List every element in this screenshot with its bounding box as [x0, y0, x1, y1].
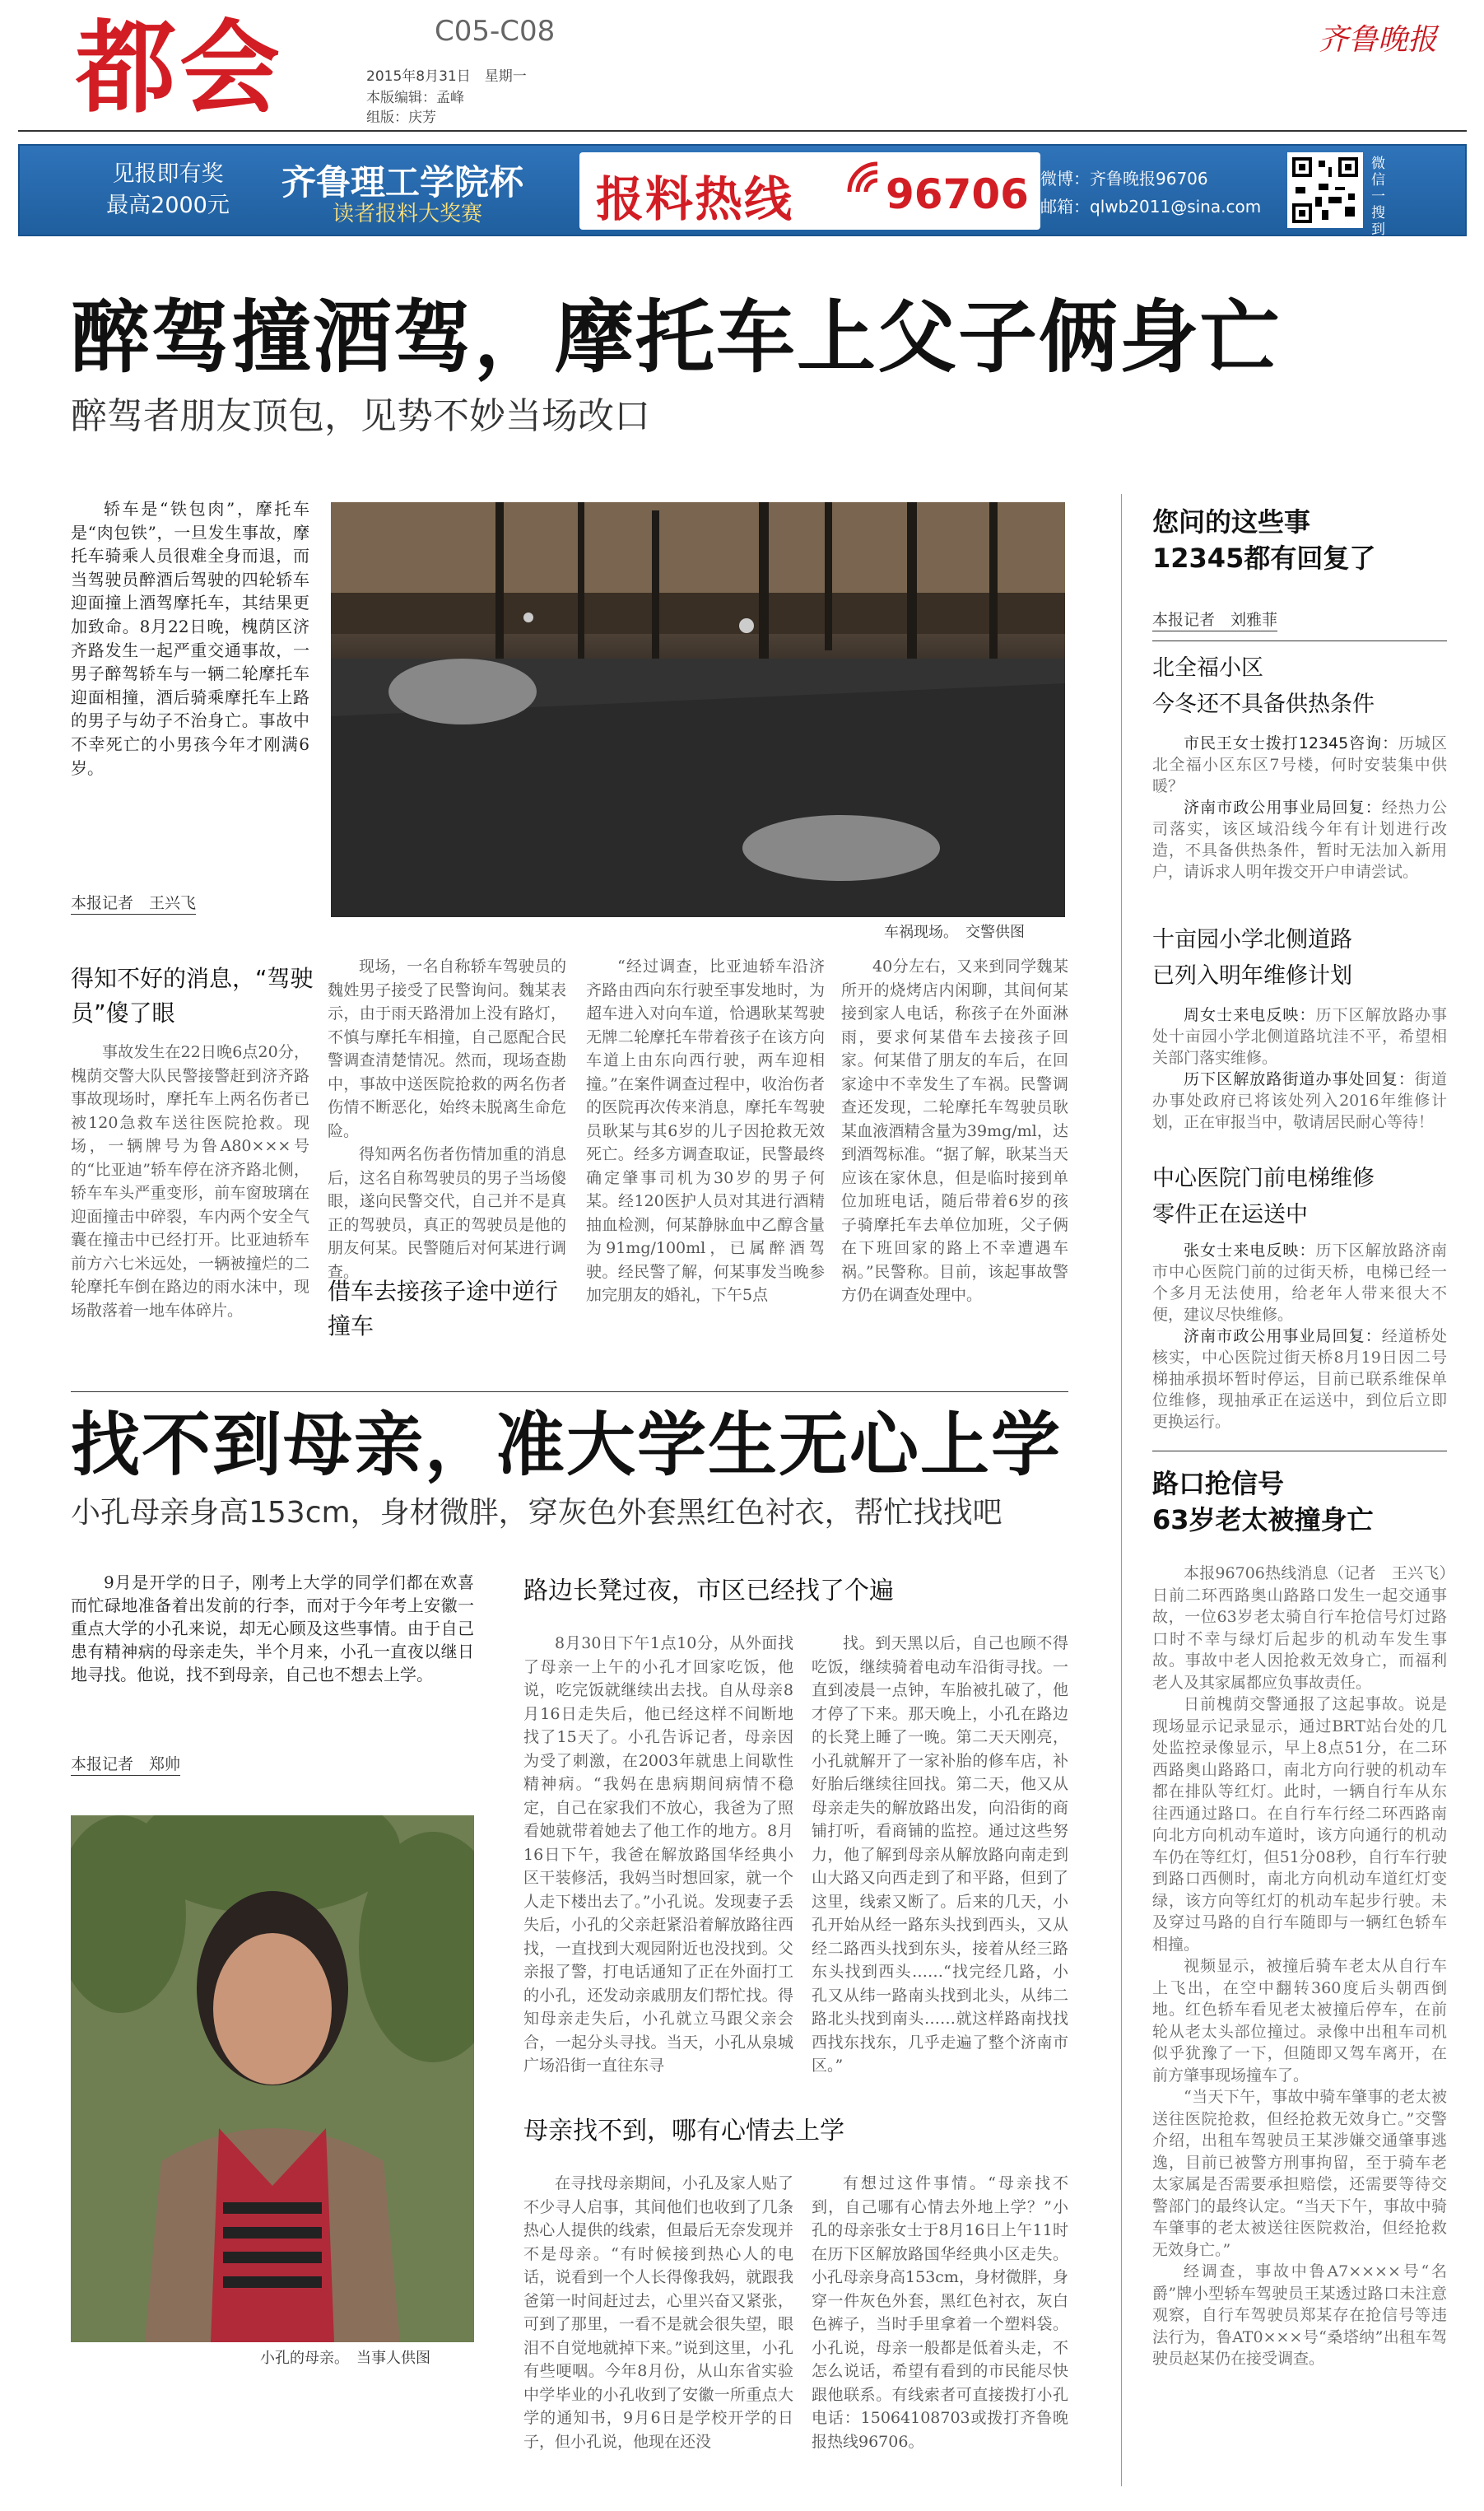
right-item-1-answer-label: 济南市政公用事业局回复：	[1184, 799, 1382, 817]
story1-lead: 轿车是“铁包肉”，摩托车是“肉包铁”，一旦发生事故，摩托车骑乘人员很难全身而退，而当驾驶员醉酒后驾驶的四轮轿车迎面撞上酒驾摩托车，其结果更加致命。8月22日晚，槐荫区济齐路发生一起严重交通事故，一男子醉驾轿车与一辆二轮摩托车迎面相撞，酒后骑乘摩托车上路的男子与幼子不治身亡。事故中不幸死亡的小男孩今年才刚满6岁。	[71, 499, 309, 778]
right-item-1-title	[1152, 650, 1375, 723]
story2-subhead-1: 路边长凳过夜，市区已经找了个遍	[523, 1577, 894, 1605]
right-column-title	[1152, 504, 1449, 576]
right-story-paragraph: 本报96706热线消息（记者 王兴飞） 日前二环西路奥山路路口发生一起交通事故，一位63岁老太骑自行车抢信号灯过路口时不幸与绿灯后起步的机动车发生事故。事故中老人因抢救无效身亡，而福利老人及其家属都应负事故责任。	[1152, 1564, 1463, 1692]
story1-subhead-2: 借车去接孩子途中逆行撞车	[328, 1278, 559, 1339]
right-story-paragraph: 视频显示，被撞后骑车老太从自行车上飞出，在空中翻转360度后头朝西倒地。红色轿车看见老太被撞后停车，在前轮从老太头部位撞过。录像中出租车司机似乎犹豫了一下，但随即又驾车离开，在前方肇事现场撞车了。	[1152, 1957, 1447, 2085]
qr-label: 微信一搜到	[1371, 156, 1385, 238]
hotline-box	[579, 152, 1040, 230]
right-story-paragraph: “当天下午，事故中骑车肇事的老太被送往医院抢救，但经抢救无效身亡。”交警介绍，出租车驾驶员王某涉嫌交通肇事逃逸，目前已被警方刑事拘留，至于骑车老太家属是否需要承担赔偿，还需要等待交警部门的最终认定。“当天下午，事故中骑车肇事的老太被送往医院救治，但经抢救无效身亡。”	[1152, 2088, 1447, 2259]
right-item-3-title	[1152, 1161, 1375, 1233]
story1-col-1: 事故发生在22日晚6点20分，槐荫交警大队民警接警赶到济齐路事故现场时，摩托车上两名伤者已被120急救车送往医院抢救。现场，一辆牌号为鲁A80×××号的“比亚迪”轿车停在济齐路北侧，轿车车头严重变形，前车窗玻璃在迎面撞击中碎裂，车内两个安全气囊在撞击中已经打开。比亚迪轿车前方六七米远处，一辆被撞烂的二轮摩托车倒在路边的雨水沫中，现场散落着一地车体碎片。	[71, 1043, 309, 1320]
right-title-line-2: 12345都有回复了	[1152, 543, 1376, 574]
story-divider	[71, 1391, 1068, 1392]
right-item-1-question: 历城区北全福小区东区7号楼，何时安装集中供暖？	[1152, 734, 1447, 795]
story2-lead: 9月是开学的日子，刚考上大学的同学们都在欢喜而忙碌地准备着出发前的行李，而对于今年考上安徽一重点大学的小孔来说，却无心顾及这些事情。由于自己患有精神病的母亲走失，半个月来，小孔一直夜以继日地寻找。他说，找不到母亲，自己也不想去上学。	[71, 1572, 474, 1684]
cup-subtitle: 读者报料大奖赛	[333, 202, 483, 226]
page-range: C05-C08	[435, 15, 556, 48]
right-item-2-question: 历下区解放路办事处十亩园小学北侧道路坑洼不平，希望相关部门落实维修。	[1152, 1006, 1447, 1067]
right-item-1-title-line-2: 今冬还不具备供热条件	[1152, 692, 1375, 717]
hotline-banner	[18, 144, 1467, 236]
story2-headline: 找不到母亲，准大学生无心上学	[71, 1405, 1063, 1485]
story2-col-2: 找。到天黑以后，自己也顾不得吃饭，继续骑着电动车沿街寻找。一直到凌晨一点钟，车胎被扎破了，他才停了下来。那天晚上，小孔在路边的长凳上睡了一晚。第二天天刚亮，小孔就解开了一家补胎的修车店，补好胎后继续往回找。第二天，他又从母亲走失的解放路出发，向沿街的商铺打听，看商铺的监控。通过这些努力，他了解到母亲从解放路向南走到山大路又向西走到了和平路，但到了这里，线索又断了。后来的几天，小孔开始从经一路东头找到西头，又从经二路西头找到东头，接着从经三路东头找到西头……“找完经几路，小孔又从纬一路南头找到北头，从纬二路北头找到南头……就这样路南找找西找东找东，几乎走遍了整个济南市区。”	[812, 1634, 1068, 2075]
story2-col-3: 在寻找母亲期间，小孔及家人贴了不少寻人启事，其间他们也收到了几条热心人提供的线索，但最后无奈发现并不是母亲。“有时候接到热心人的电话，说看到一个人长得像我妈，就跟我爸第一时间赶过去，心里兴奋又紧张，可到了那里，一看不是就会很失望，眼泪不自觉地就掉下来。”说到这里，小孔有些哽咽。今年8月份，从山东省实验中学毕业的小孔收到了安徽一所重点大学的通知书，9月6日是学校开学的日子，但小孔说，他现在还没	[523, 2174, 793, 2451]
right-column-divider	[1121, 494, 1122, 2486]
right-item-2-question-label: 周女士来电反映：	[1184, 1006, 1316, 1024]
email-info: 邮箱：qlwb2011@sina.com	[1040, 197, 1262, 217]
right-item-3-body	[1152, 1240, 1447, 1433]
story2-subhead-2: 母亲找不到，哪有心情去上学	[523, 2117, 844, 2145]
right-item-1-answer: 经热力公司落实，该区域沿线今年有计划进行改造，不具备供热条件，暂时无法加入新用户，请诉求人明年拨交开户申请尝试。	[1152, 799, 1447, 881]
story2-subhead: 小孔母亲身高153cm，身材微胖，穿灰色外套黑红色衬衣，帮忙找找吧	[71, 1496, 1003, 1530]
right-item-2-body	[1152, 1004, 1447, 1133]
story1-col-3: “经过调查，比亚迪轿车沿济齐路由西向东行驶至事发地时，为超车进入对向车道，恰遇耿某驾驶无牌二轮摩托车带着孩子在该方向车道上由东向西行驶，两车迎相撞。”在案件调查过程中，收治伤者的医院再次传来消息，摩托车驾驶员耿某与其6岁的儿子因抢救无效死亡。经多方调查取证，民警最终确定肇事司机为30岁的男子何某。经120医护人员对其进行酒精抽血检测，何某静脉血中乙醇含量为91mg/100ml，已属醉酒驾驶。经民警了解，何某事发当晚参加完朋友的婚礼，下午5点	[586, 957, 825, 1304]
story1-photo-caption: 车祸现场。 交警供图	[884, 924, 1025, 941]
masthead-divider	[18, 130, 1467, 132]
right-item-2-title	[1152, 922, 1352, 995]
right-title-line-1: 您问的这些事	[1152, 506, 1311, 538]
right-item-3-title-line-1: 中心医院门前电梯维修	[1152, 1166, 1375, 1191]
story1-subhead: 醉驾者朋友顶包，见势不妙当场改口	[71, 395, 650, 437]
right-story-title	[1152, 1465, 1449, 1538]
story1-byline: 本报记者 王兴飞	[71, 891, 196, 913]
story1-subhead-1: 得知不好的消息，“驾驶员”傻了眼	[71, 965, 314, 1027]
editor-line: 本版编辑：孟峰	[366, 90, 464, 106]
right-item-2-title-line-2: 已列入明年维修计划	[1152, 963, 1352, 989]
section-title: 都会	[76, 10, 283, 127]
crash-scene-photo	[331, 502, 1065, 917]
hotline-label: 报料热线	[596, 171, 794, 227]
reward-line-2: 最高2000元	[106, 193, 230, 218]
right-item-1-question-label: 市民王女士拨打12345咨询：	[1184, 734, 1399, 752]
right-item-1-body	[1152, 733, 1447, 883]
right-story-title-line-2: 63岁老太被撞身亡	[1152, 1504, 1374, 1535]
weibo-info: 微博：齐鲁晚报96706	[1040, 169, 1208, 189]
cup-title: 齐鲁理工学院杯	[281, 162, 524, 203]
qr-code-icon	[1287, 152, 1363, 228]
date-line: 2015年8月31日 星期一	[366, 68, 527, 85]
right-item-3-question-label: 张女士来电反映：	[1184, 1242, 1316, 1260]
hotline-number: 96706	[886, 170, 1029, 218]
right-story-title-line-1: 路口抢信号	[1152, 1468, 1285, 1499]
right-story-body	[1152, 1563, 1463, 2370]
right-item-3-title-line-2: 零件正在运送中	[1152, 1202, 1308, 1228]
story1-col-2: 现场，一名自称轿车驾驶员的魏姓男子接受了民警询问。魏某表示，由于雨天路滑加上没有路灯，不慎与摩托车相撞，自己愿配合民警调查清楚情况。然而，现场查勘中，事故中送医院抢救的两名伤者伤情不断恶化，始终未脱离生命危险。 得知两名伤者伤情加重的消息后，这名自称驾驶员的男子当场傻眼，遂向民警交代，自己并不是真正的驾驶员，真正的驾驶员是他的朋友何某。民警随后对何某进行调查。	[328, 957, 566, 1281]
reward-line-1: 见报即有奖	[112, 161, 224, 187]
right-item-2-answer-label: 历下区解放路街道办事处回复：	[1184, 1070, 1415, 1088]
right-item-3-question: 历下区解放路济南市中心医院门前的过街天桥，电梯已经一个多月无法使用，给老年人带来很大不便，建议尽快维修。	[1152, 1242, 1447, 1324]
signal-icon	[843, 157, 884, 198]
right-item-2-answer: 街道办事处政府已将该处列入2016年维修计划，正在审报当中，敬请居民耐心等待！	[1152, 1070, 1447, 1131]
right-item-2-title-line-1: 十亩园小学北侧道路	[1152, 927, 1352, 953]
story1-col-4: 40分左右，又来到同学魏某所开的烧烤店内闲聊，其间何某接到家人电话，称孩子在外面淋雨，要求何某借车去接孩子回家。何某借了朋友的车后，在回家途中不幸发生了车祸。民警调查还发现，二轮摩托车驾驶员耿某血液酒精含量为39mg/ml，达到酒驾标准。“据了解，耿某当天应该在家休息，但是临时接到单位加班电话，随后带着6岁的孩子骑摩托车去单位加班，父子俩在下班回家的路上不幸遭遇车祸。”民警称。目前，该起事故警方仍在调查处理中。	[841, 957, 1068, 1304]
story2-col-1: 8月30日下午1点10分，从外面找了母亲一上午的小孔才回家吃饭，他说，吃完饭就继续出去找。自从母亲8月16日走失后，他已经这样不间断地找了15天了。小孔告诉记者，母亲因为受了刺激，在2003年就患上间歇性精神病。“我妈在患病期间病情不稳定，自己在家我们不放心，我爸为了照看她就带着她去了他工作的地方。8月16日下午，我爸在解放路国华经典小区干装修活，我妈当时想回家，就一个人走下楼出去了。”小孔说。发现妻子丢失后，小孔的父亲赶紧沿着解放路往西找，一直找到大观园附近也没找到。父亲报了警，打电话通知了正在外面打工的小孔，还发动亲戚朋友们帮忙找。得知母亲走失后，小孔就立马跟父亲会合，一起分头寻找。当天，小孔从泉城广场沿街一直往东寻	[523, 1634, 793, 2075]
paper-logo: 齐鲁晚报	[1319, 23, 1438, 57]
right-item-3-answer-label: 济南市政公用事业局回复：	[1184, 1327, 1382, 1345]
reward-text	[69, 159, 267, 221]
right-byline: 本报记者 刘雅菲	[1152, 608, 1277, 630]
story1-headline: 醉驾撞酒驾，摩托车上父子俩身亡	[71, 291, 1281, 384]
story2-byline: 本报记者 郑帅	[71, 1752, 180, 1774]
right-story-paragraph: 经调查，事故中鲁A7××××号“名爵”牌小型轿车驾驶员王某透过路口未注意观察，自行车驾驶员郑某存在抢信号等违法行为，鲁AT0×××号“桑塔纳”出租车驾驶员赵某仍在接受调查。	[1152, 2262, 1447, 2368]
layout-line: 组版：庆芳	[366, 109, 436, 126]
right-story-paragraph: 日前槐荫交警通报了这起事故。说是现场显示记录显示，通过BRT站台处的几处监控录像显示，早上8点51分，在二环西路奥山路路口，南北方向行驶的机动车都在排队等红灯。此时，一辆自行车从东往西通过路口。在自行车行经二环西路南向北方向机动车道时，该方向通行的机动车仍在等红灯，但51分08秒，自行车行驶到路口西侧时，南北方向机动车道红灯变绿，该方向等红灯的机动车起步行驶。未及穿过马路的自行车随即与一辆红色轿车相撞。	[1152, 1695, 1447, 1954]
right-item-3-answer: 经道桥处核实，中心医院过街天桥8月19日因二号梯抽承损坏暂时停运，目前已联系维保单位维修，现抽承正在运送中，到位后立即更换运行。	[1152, 1327, 1447, 1431]
right-item-1-title-line-1: 北全福小区	[1152, 655, 1263, 681]
mother-photo	[71, 1815, 474, 2342]
story2-photo-caption: 小孔的母亲。 当事人供图	[260, 2350, 430, 2367]
story2-col-4: 有想过这件事情。“母亲找不到，自己哪有心情去外地上学？”小孔的母亲张女士于8月16日上午11时在历下区解放路国华经典小区走失。小孔母亲身高153cm，身材微胖，身穿一件灰色外套，黑红色衬衣，灰白色裤子，当时手里拿着一个塑料袋。小孔说，母亲一般都是低着头走，不怎么说话，希望有看到的市民能尽快跟他联系。有线索者可直接拨打小孔电话：15064108703或拨打齐鲁晚报热线96706。	[812, 2174, 1068, 2451]
